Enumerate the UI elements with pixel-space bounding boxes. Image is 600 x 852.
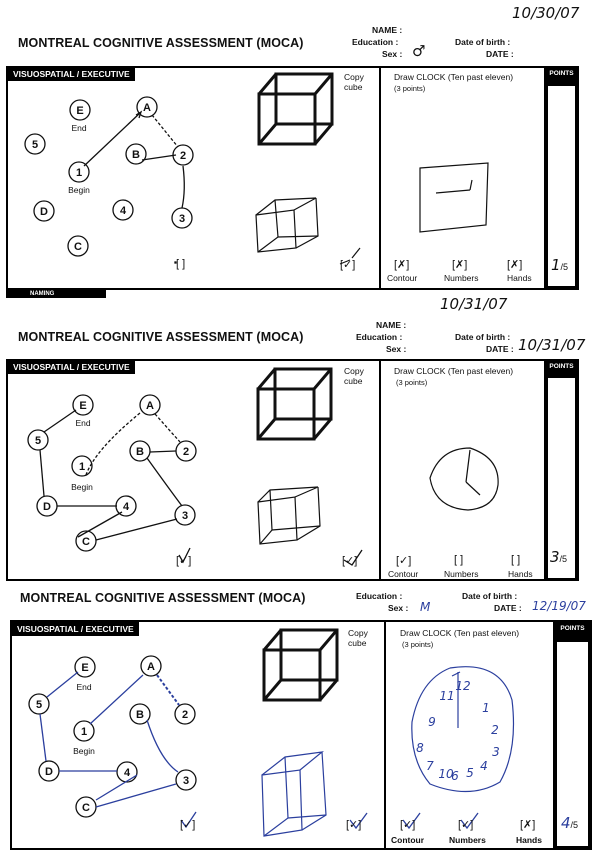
numbers-checkbox[interactable]: [✗] [452,259,468,271]
clock-digit-1: 1 [482,701,490,715]
clock-points-label: (3 points) [394,84,426,93]
clock-digit-3: 3 [492,745,500,759]
copy-cube-label: Copy cube [348,628,368,648]
copy-cube-label: Copy cube [344,72,364,92]
node-5: 5 [34,435,42,447]
end-label: End [76,682,92,692]
trail-checkbox[interactable]: [✓] [180,819,196,831]
node-B: B [136,709,144,721]
score: 1/5 [551,256,569,274]
hands-label: Hands [508,569,533,579]
end-label: End [75,418,91,428]
node-4: 4 [122,501,130,513]
contour-label: Contour [391,835,425,845]
clock-digit-7: 7 [426,759,434,773]
sex-value: ♂ [412,42,426,60]
date-label: DATE : [494,603,522,613]
node-C: C [74,241,82,253]
clock-digit-10: 10 [438,767,454,781]
clock-digit-6: 6 [451,769,459,783]
dob-label: Date of birth : [455,332,511,342]
points-header: POINTS [560,625,585,632]
page-title: MONTREAL COGNITIVE ASSESSMENT (MOCA) [18,36,304,50]
sex-value: M [420,600,431,614]
sex-label: Sex : [388,603,409,613]
education-label: Education : [356,591,403,601]
hands-label: Hands [507,273,532,283]
trail-checkbox[interactable]: [✓] [176,555,192,567]
node-2: 2 [181,709,189,721]
end-label: End [71,123,87,133]
node-2: 2 [182,446,190,458]
begin-label: Begin [71,482,93,492]
node-1: 1 [78,461,86,473]
node-C: C [82,802,90,814]
node-4: 4 [119,205,127,217]
score: 3/5 [550,548,568,566]
node-D: D [45,766,53,778]
clock-digit-9: 9 [428,715,436,729]
sex-label: Sex : [382,49,403,59]
page-title: MONTREAL COGNITIVE ASSESSMENT (MOCA) [18,330,304,344]
score: 4/5 [561,814,579,832]
clock-digit-4: 4 [480,759,488,773]
clock-digit-8: 8 [416,741,424,755]
contour-checkbox[interactable]: [✓] [396,555,412,567]
education-label: Education : [352,37,399,47]
copy-cube-label: Copy cube [344,366,364,386]
cube-checkbox[interactable]: [✓] [340,259,356,271]
node-1: 1 [80,726,88,738]
cube-checkbox[interactable]: [✓] [342,555,358,567]
clock-digit-11: 11 [439,689,455,703]
hands-checkbox[interactable]: [✗] [507,259,523,271]
node-B: B [132,149,140,161]
node-5: 5 [35,699,43,711]
node-D: D [43,501,51,513]
page-title: MONTREAL COGNITIVE ASSESSMENT (MOCA) [20,591,306,605]
dob-label: Date of birth : [455,37,511,47]
clock-points-label: (3 points) [402,640,434,649]
node-D: D [40,206,48,218]
node-3: 3 [181,510,189,522]
draw-clock-label: Draw CLOCK (Ten past eleven) [394,366,514,376]
date-value: 12/19/07 [532,599,586,613]
trail-checkbox[interactable]: [ ] [176,258,186,270]
name-label: NAME : [372,25,403,35]
draw-clock-label: Draw CLOCK (Ten past eleven) [400,628,520,638]
clock-digit-5: 5 [466,766,474,780]
section-title: VISUOSPATIAL / EXECUTIVE [8,360,135,374]
points-header: POINTS [549,70,574,77]
name-label: NAME : [376,320,407,330]
clock-digit-12: 12 [455,679,471,693]
numbers-checkbox[interactable]: [ ] [454,554,464,566]
points-header: POINTS [549,363,574,370]
node-1: 1 [75,167,83,179]
handwritten-date: 10/31/07 [440,295,508,313]
cube-checkbox[interactable]: [✓] [346,819,362,831]
node-3: 3 [182,775,190,787]
node-3: 3 [178,213,186,225]
dob-label: Date of birth : [462,591,518,601]
hands-checkbox[interactable]: [✗] [520,819,536,831]
node-C: C [82,536,90,548]
naming-fragment: NAMING [6,290,106,298]
education-label: Education : [356,332,403,342]
contour-label: Contour [388,569,419,579]
numbers-label: Numbers [449,835,486,845]
hands-label: Hands [516,835,542,845]
hands-checkbox[interactable]: [ ] [511,554,521,566]
contour-checkbox[interactable]: [✓] [400,819,416,831]
node-E: E [81,662,89,674]
date-label: DATE : [486,49,514,59]
node-A: A [143,102,151,114]
contour-label: Contour [387,273,418,283]
date-label: DATE : [486,344,514,354]
node-4: 4 [123,767,131,779]
begin-label: Begin [73,746,95,756]
draw-clock-label: Draw CLOCK (Ten past eleven) [394,72,514,82]
numbers-checkbox[interactable]: [✓] [458,819,474,831]
handwritten-date: 10/30/07 [512,4,580,22]
begin-label: Begin [68,185,90,195]
numbers-label: Numbers [444,273,479,283]
section-title: VISUOSPATIAL / EXECUTIVE [12,622,139,636]
node-E: E [79,400,87,412]
node-5: 5 [31,139,39,151]
node-B: B [136,446,144,458]
clock-digit-2: 2 [491,723,499,737]
node-A: A [146,400,154,412]
numbers-label: Numbers [444,569,479,579]
node-E: E [76,105,84,117]
sex-label: Sex : [386,344,407,354]
section-title: VISUOSPATIAL / EXECUTIVE [8,67,135,81]
contour-checkbox[interactable]: [✗] [394,259,410,271]
node-2: 2 [179,150,187,162]
node-A: A [147,661,155,673]
date-value: 10/31/07 [518,336,586,354]
clock-points-label: (3 points) [396,378,428,387]
